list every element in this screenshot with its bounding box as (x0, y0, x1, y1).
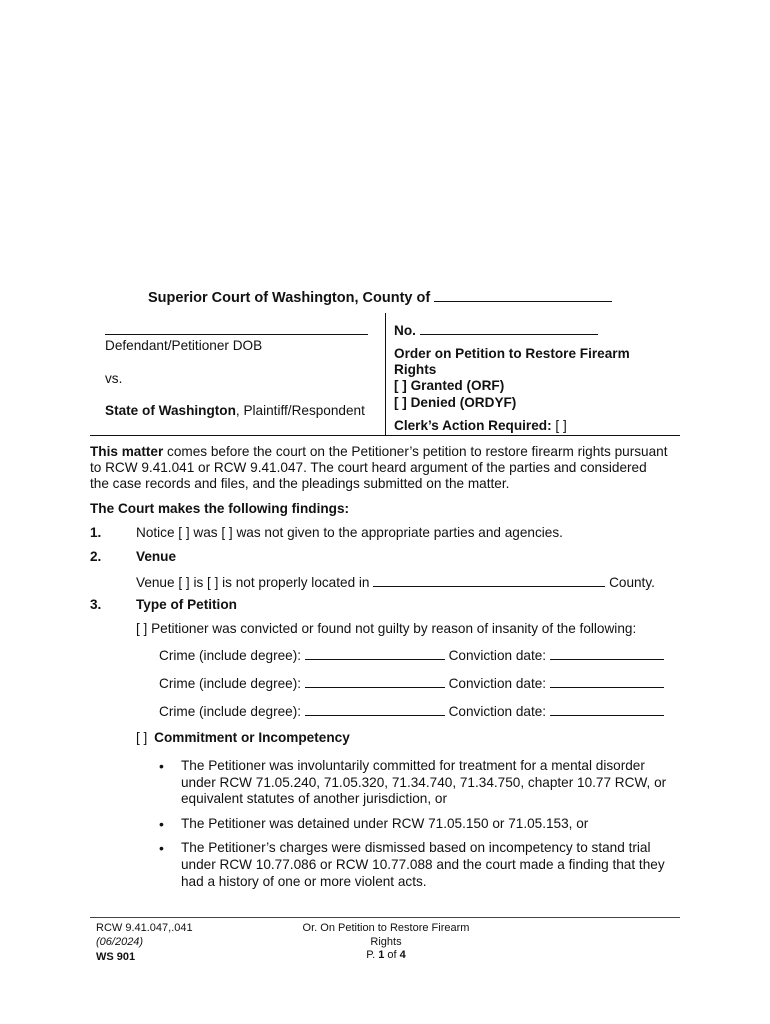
convicted-option[interactable]: [ ] Petitioner was convicted or found not guilty by reason of insanity of the following: (136, 621, 637, 636)
venue-text[interactable]: Venue [ ] is [ ] is not properly located in (136, 575, 370, 590)
clerk-action-checkbox[interactable]: [ ] (555, 418, 567, 433)
venue-heading: Venue (136, 549, 177, 564)
footer-title-1: Or. On Petition to Restore Firearm (302, 922, 470, 934)
clerk-action (394, 418, 567, 433)
respondent-label (105, 403, 365, 418)
clerk-action-label: Clerk’s Action Required: (394, 418, 552, 433)
caption-divider (385, 313, 386, 435)
conviction-date-label: Conviction date: (448, 704, 547, 719)
petitioner-label: Defendant/Petitioner DOB (105, 338, 263, 353)
footer-date: (06/2024) (96, 936, 144, 948)
footer-form-number: WS 901 (96, 951, 136, 963)
page-total: 4 (399, 949, 406, 961)
conviction-date-blank[interactable] (550, 702, 664, 716)
footer-rcw: RCW 9.41.047,.041 (96, 922, 193, 934)
bullet-icon: • (159, 840, 164, 856)
crime-blank[interactable] (305, 674, 445, 688)
venue-line (136, 573, 655, 590)
venue-county-blank[interactable] (373, 573, 605, 587)
bullet-1-line-1: The Petitioner was involuntarily committed for treatment for a mental disorder (181, 758, 645, 773)
commitment-checkbox[interactable]: [ ] (136, 730, 148, 745)
intro-bold: This matter (90, 444, 164, 459)
page-current: 1 (378, 949, 385, 961)
page-prefix: P. (366, 949, 376, 961)
order-title-line-2: Rights (394, 362, 437, 377)
conviction-date-label: Conviction date: (448, 648, 547, 663)
court-heading-text: Superior Court of Washington, County of (148, 290, 431, 306)
denied-checkbox[interactable]: [ ] Denied (ORDYF) (394, 395, 517, 410)
item-3-number: 3. (90, 597, 102, 612)
type-heading: Type of Petition (136, 597, 237, 612)
respondent-role: , Plaintiff/Respondent (235, 403, 365, 418)
page-of: of (387, 949, 397, 961)
commitment-option (136, 730, 350, 745)
crime-label: Crime (include degree): (159, 648, 302, 663)
bullet-1-line-2: under RCW 71.05.240, 71.05.320, 71.34.740, 71.34.750, chapter 10.77 RCW, or (181, 775, 667, 790)
crime-blank[interactable] (305, 702, 445, 716)
order-title-line-1: Order on Petition to Restore Firearm (394, 346, 630, 361)
footer-page-number (300, 949, 472, 961)
crime-row (159, 646, 664, 663)
granted-checkbox[interactable]: [ ] Granted (ORF) (394, 378, 505, 393)
bullet-2-line-1: The Petitioner was detained under RCW 71.05.150 or 71.05.153, or (181, 816, 589, 831)
bullet-icon: • (159, 758, 164, 774)
intro-line-3: the case records and files, and the pleadings submitted on the matter. (90, 476, 510, 491)
footer-title-2: Rights (370, 936, 402, 948)
item-2-number: 2. (90, 549, 102, 564)
conviction-date-label: Conviction date: (448, 676, 547, 691)
petitioner-name-line[interactable] (105, 334, 368, 335)
bullet-3-line-3: had a history of one or more violent acts. (181, 874, 427, 889)
bullet-3-line-1: The Petitioner’s charges were dismissed based on incompetency to stand trial (181, 840, 651, 855)
caption-bottom-rule (90, 435, 680, 436)
findings-heading: The Court makes the following findings: (90, 501, 350, 516)
intro-line-1 (90, 444, 668, 459)
crime-blank[interactable] (305, 646, 445, 660)
bullet-3-line-2: under RCW 10.77.086 or RCW 10.77.088 and the court made a finding that they (181, 857, 665, 872)
county-blank[interactable] (434, 288, 612, 302)
conviction-date-blank[interactable] (550, 646, 664, 660)
notice-line[interactable]: Notice [ ] was [ ] was not given to the appropriate parties and agencies. (136, 525, 563, 540)
intro-line-1-text: comes before the court on the Petitioner’s petition to restore firearm rights pursuant (163, 444, 668, 459)
case-number (394, 321, 598, 338)
footer-rule (90, 917, 680, 918)
item-1-number: 1. (90, 525, 102, 540)
case-number-blank[interactable] (420, 321, 598, 335)
crime-row (159, 674, 664, 691)
conviction-date-blank[interactable] (550, 674, 664, 688)
crime-label: Crime (include degree): (159, 676, 302, 691)
case-number-label: No. (394, 323, 416, 338)
intro-line-2: to RCW 9.41.041 or RCW 9.41.047. The court heard argument of the parties and considered (90, 460, 647, 475)
court-heading (148, 288, 612, 306)
venue-county-label: County. (609, 575, 655, 590)
bullet-icon: • (159, 816, 164, 832)
vs-label: vs. (105, 371, 123, 386)
crime-row (159, 702, 664, 719)
state-name: State of Washington (105, 403, 236, 418)
crime-label: Crime (include degree): (159, 704, 302, 719)
bullet-1-line-3: equivalent statutes of another jurisdiction, or (181, 791, 447, 806)
commitment-heading: Commitment or Incompetency (154, 730, 350, 745)
